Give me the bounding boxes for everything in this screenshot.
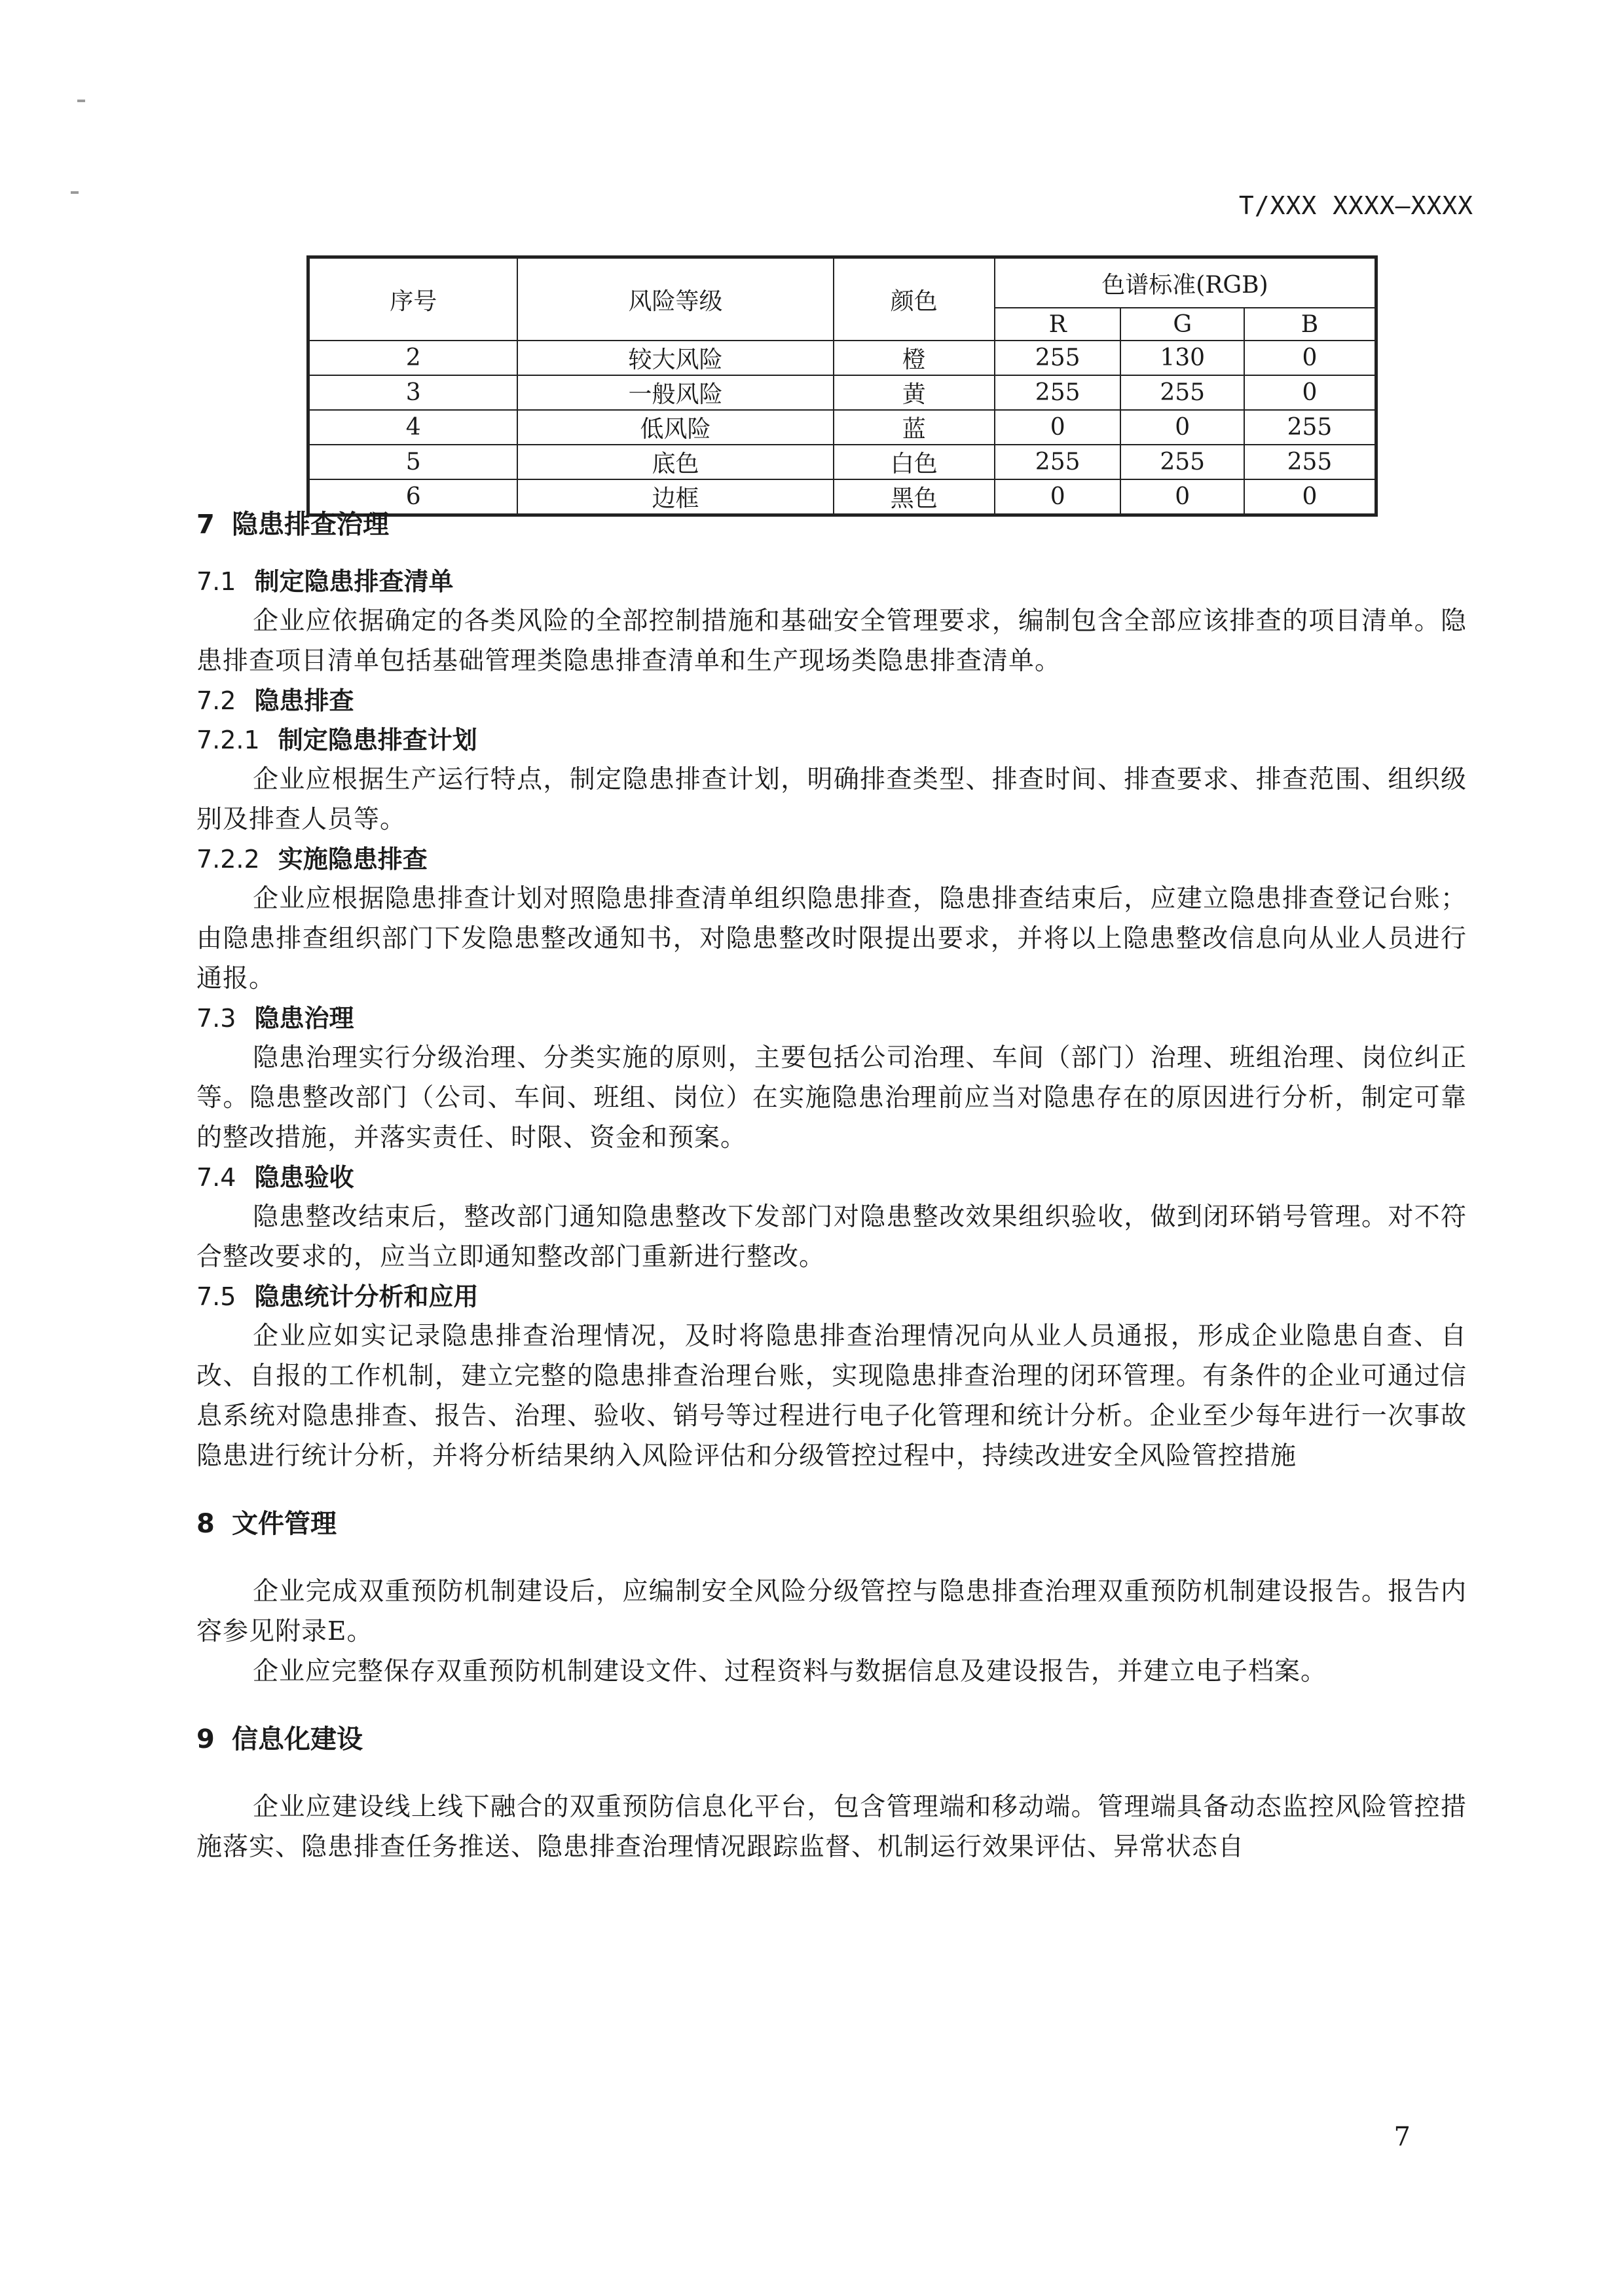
cell-g: 130 — [1120, 341, 1244, 375]
risk-color-table — [306, 255, 1378, 517]
cell-risk-level: 边框 — [517, 479, 833, 515]
cell-index: 6 — [308, 479, 518, 515]
cell-r: 255 — [995, 445, 1121, 479]
document-body — [196, 504, 1467, 1867]
header-color: 颜色 — [834, 257, 995, 341]
cell-r: 255 — [995, 341, 1121, 375]
section-title: 制定隐患排查计划 — [278, 726, 477, 754]
cell-r: 0 — [995, 479, 1121, 515]
header-rgb-standard: 色谱标准(RGB) — [995, 257, 1376, 308]
section-7-1-paragraph: 企业应依据确定的各类风险的全部控制措施和基础安全管理要求，编制包含全部应该排查的项目清单。隐患排查项目清单包括基础管理类隐患排查清单和生产现场类隐患排查清单。 — [196, 606, 1467, 676]
header-g: G — [1120, 308, 1244, 341]
cell-b: 0 — [1244, 479, 1376, 515]
section-7-2-1-heading — [196, 720, 1467, 760]
section-number: 7.1 — [196, 567, 236, 596]
header-r: R — [995, 308, 1121, 341]
cell-index: 3 — [308, 375, 518, 410]
cell-risk-level: 较大风险 — [517, 341, 833, 375]
section-title: 隐患统计分析和应用 — [254, 1282, 479, 1311]
section-8-paragraph-1: 企业完成双重预防机制建设后，应编制安全风险分级管控与隐患排查治理双重预防机制建设报告。报告内容参见附录E。 — [196, 1577, 1467, 1646]
section-number: 9 — [196, 1724, 215, 1754]
header-index: 序号 — [308, 257, 518, 341]
section-7-2-heading — [196, 681, 1467, 720]
table-row — [308, 445, 1376, 479]
section-7-2-2-paragraph: 企业应根据隐患排查计划对照隐患排查清单组织隐患排查，隐患排查结束后，应建立隐患排查登记台账；由隐患排查组织部门下发隐患整改通知书，对隐患整改时限提出要求，并将以上隐患整改信息向从业人员进行通报。 — [196, 884, 1467, 993]
cell-risk-level: 一般风险 — [517, 375, 833, 410]
section-title: 制定隐患排查清单 — [254, 567, 454, 596]
table-row — [308, 341, 1376, 375]
section-number: 7 — [196, 509, 215, 540]
section-7-2-2-heading — [196, 840, 1467, 879]
cell-g: 0 — [1120, 410, 1244, 445]
section-7-3-paragraph: 隐患治理实行分级治理、分类实施的原则，主要包括公司治理、车间（部门）治理、班组治理、岗位纠正等。隐患整改部门（公司、车间、班组、岗位）在实施隐患治理前应当对隐患存在的原因进行分析，制定可靠的整改措施，并落实责任、时限、资金和预案。 — [196, 1043, 1467, 1153]
section-title: 实施隐患排查 — [278, 845, 428, 874]
section-8-paragraph-2: 企业应完整保存双重预防机制建设文件、过程资料与数据信息及建设报告，并建立电子档案。 — [253, 1657, 1327, 1686]
section-title: 隐患验收 — [254, 1163, 354, 1192]
section-7-5-paragraph: 企业应如实记录隐患排查治理情况，及时将隐患排查治理情况向从业人员通报，形成企业隐患自查、自改、自报的工作机制，建立完整的隐患排查治理台账，实现隐患排查治理的闭环管理。有条件的企业可通过信息系统对隐患排查、报告、治理、验收、销号等过程进行电子化管理和统计分析。企业至少每年进行一次事故隐患进行统计分析，并将分析结果纳入风险评估和分级管控过程中，持续改进安全风险管控措施 — [196, 1322, 1467, 1471]
section-number: 7.4 — [196, 1163, 236, 1192]
scan-mark — [71, 191, 79, 194]
section-9-heading — [196, 1719, 1467, 1760]
section-number: 7.2.2 — [196, 845, 260, 874]
cell-color: 白色 — [834, 445, 995, 479]
cell-r: 0 — [995, 410, 1121, 445]
cell-color: 蓝 — [834, 410, 995, 445]
table-row — [308, 410, 1376, 445]
section-number: 7.3 — [196, 1004, 236, 1033]
section-7-heading — [196, 504, 1467, 545]
cell-risk-level: 低风险 — [517, 410, 833, 445]
cell-b: 255 — [1244, 445, 1376, 479]
section-title: 信息化建设 — [232, 1724, 363, 1754]
cell-r: 255 — [995, 375, 1121, 410]
section-title: 文件管理 — [232, 1509, 337, 1539]
cell-color: 橙 — [834, 341, 995, 375]
cell-color: 黑色 — [834, 479, 995, 515]
section-9-paragraph: 企业应建设线上线下融合的双重预防信息化平台，包含管理端和移动端。管理端具备动态监控风险管控措施落实、隐患排查任务推送、隐患排查治理情况跟踪监督、机制运行效果评估、异常状态自 — [196, 1792, 1467, 1862]
section-7-5-heading — [196, 1277, 1467, 1316]
cell-g: 255 — [1120, 445, 1244, 479]
cell-color: 黄 — [834, 375, 995, 410]
section-number: 7.2.1 — [196, 726, 260, 754]
table-row — [308, 375, 1376, 410]
scan-mark — [77, 100, 85, 102]
section-number: 8 — [196, 1509, 215, 1539]
section-number: 7.2 — [196, 686, 236, 715]
document-code: T/XXX XXXX—XXXX — [1238, 191, 1473, 220]
cell-b: 0 — [1244, 375, 1376, 410]
cell-risk-level: 底色 — [517, 445, 833, 479]
section-7-3-heading — [196, 999, 1467, 1038]
cell-index: 2 — [308, 341, 518, 375]
cell-b: 255 — [1244, 410, 1376, 445]
section-7-1-heading — [196, 562, 1467, 601]
section-number: 7.5 — [196, 1282, 236, 1311]
cell-index: 5 — [308, 445, 518, 479]
page-number: 7 — [1393, 2122, 1411, 2152]
cell-g: 255 — [1120, 375, 1244, 410]
section-8-heading — [196, 1504, 1467, 1544]
section-title: 隐患排查治理 — [232, 509, 389, 540]
section-title: 隐患治理 — [254, 1004, 354, 1033]
cell-g: 0 — [1120, 479, 1244, 515]
header-b: B — [1244, 308, 1376, 341]
section-title: 隐患排查 — [254, 686, 354, 715]
cell-index: 4 — [308, 410, 518, 445]
cell-b: 0 — [1244, 341, 1376, 375]
section-7-4-paragraph: 隐患整改结束后，整改部门通知隐患整改下发部门对隐患整改效果组织验收，做到闭环销号管理。对不符合整改要求的，应当立即通知整改部门重新进行整改。 — [196, 1202, 1467, 1272]
section-7-4-heading — [196, 1158, 1467, 1197]
header-risk-level: 风险等级 — [517, 257, 833, 341]
section-7-2-1-paragraph: 企业应根据生产运行特点，制定隐患排查计划，明确排查类型、排查时间、排查要求、排查范围、组织级别及排查人员等。 — [196, 765, 1467, 834]
